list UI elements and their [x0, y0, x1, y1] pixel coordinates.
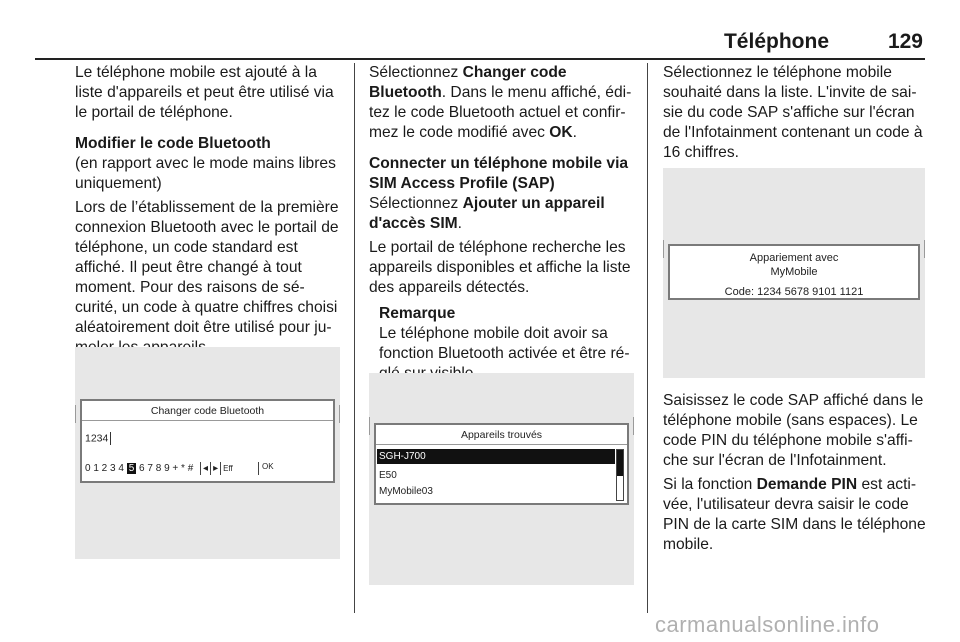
- figure-change-code: [75, 347, 340, 559]
- note-box: [379, 304, 635, 384]
- text: .: [572, 124, 578, 141]
- column-1: [75, 63, 340, 369]
- column-3-continued: [663, 391, 928, 566]
- infotainment-screen: [374, 423, 629, 505]
- figure-pairing-code: [663, 168, 925, 378]
- paragraph: [369, 194, 635, 234]
- text: . Dans le menu affiché, éditez le code Bluetooth actuel et confirmez le code modifié avec: [369, 84, 632, 141]
- scrollbar[interactable]: [616, 449, 624, 501]
- section-title: Téléphone: [723, 30, 829, 53]
- paragraph: Le portail de téléphone recherche les appareils disponibles et affiche la liste des appareils détectés.: [369, 239, 631, 296]
- column-3: [663, 63, 928, 174]
- column-2: [369, 63, 635, 395]
- pairing-device-name: MyMobile: [770, 266, 818, 278]
- paragraph: Saisissez le code SAP affiché dans le téléphone mobile (sans espaces). Le code PIN du téléphone mobile s'affiche sur l'écran de l'Infotainment.: [663, 392, 924, 469]
- paragraph: Le téléphone mobile est ajouté à la liste d'appareils et peut être utilisé via le portail de téléphone.: [75, 64, 334, 121]
- code-entry[interactable]: [82, 421, 333, 450]
- column-divider: [354, 63, 355, 613]
- frame-tick: [663, 240, 664, 258]
- code-entry-value: 1234: [85, 432, 109, 445]
- keypad-selected-key[interactable]: 5: [128, 463, 135, 475]
- move-right-icon[interactable]: ▸: [213, 463, 219, 475]
- keypad-keys: 0 1 2 3 4: [85, 463, 127, 475]
- keypad-separator: [210, 462, 211, 475]
- section-heading: Modifier le code Bluetooth: [75, 135, 271, 152]
- text: Sélectionnez: [369, 64, 463, 81]
- pairing-title: Appariement avec: [749, 252, 839, 264]
- keypad-separator: [220, 462, 221, 475]
- button-ref: OK: [549, 124, 573, 141]
- frame-tick: [633, 417, 634, 435]
- menu-item-ref: Demande PIN: [756, 476, 858, 493]
- column-divider: [647, 63, 648, 613]
- frame-tick: [369, 417, 370, 435]
- page-number: 129: [887, 30, 923, 53]
- menu-item-ref: Ajouter un appareil d'accès SIM: [369, 195, 605, 232]
- infotainment-screen: [668, 244, 920, 300]
- page-header: [35, 10, 925, 60]
- text-cursor: [110, 432, 111, 445]
- menu-item-ref: Changer code Bluetooth: [369, 64, 567, 101]
- keypad-separator: [200, 462, 201, 475]
- device-list-item[interactable]: E50: [379, 470, 397, 481]
- device-list-item[interactable]: MyMobile03: [379, 486, 433, 497]
- screen-title: Appareils trouvés: [376, 425, 627, 445]
- watermark: carmanualsonline.info: [655, 612, 880, 637]
- move-left-icon[interactable]: ◂: [203, 463, 209, 475]
- text: Sélectionnez: [369, 195, 463, 212]
- screen-title: Changer code Bluetooth: [82, 401, 333, 421]
- paragraph: Lors de l’établissement de la première connexion Bluetooth avec le portail de téléphone, un code standard est affiché. Il peut être changé à tout moment. Pour des raisons de sécurité, un code à quatre chiffres choisi aléatoirement doit être utilisé pour ju: [75, 199, 339, 336]
- paragraph: [369, 63, 635, 143]
- paragraph: (en rapport avec le mode mains libres uniquement): [75, 155, 336, 192]
- keypad-keys: 6 7 8 9 + * #: [136, 463, 194, 475]
- text: Si la fonction: [663, 476, 757, 493]
- ok-button[interactable]: OK: [262, 462, 274, 471]
- figure-found-devices: [369, 373, 634, 585]
- note-text: Le téléphone mobile doit avoir sa fonction Bluetooth activée et être ré: [379, 325, 630, 362]
- text: est activée, l'utilisateur devra saisir le code PIN de la carte SIM dans le téléphone mobile.: [663, 476, 926, 553]
- frame-tick: [339, 405, 340, 423]
- paragraph: Sélectionnez le téléphone mobile souhaité dans la liste. L'invite de saisie du code SAP s'affiche sur l'écran de l'Infotainment contenant un code à 16 chiffres.: [663, 64, 923, 161]
- delete-button[interactable]: Eff: [223, 464, 233, 474]
- keypad[interactable]: [82, 450, 333, 475]
- device-list-item-selected[interactable]: SGH-J700: [377, 449, 615, 464]
- frame-tick: [75, 405, 76, 423]
- section-heading: Connecter un téléphone mobile via SIM Access Profile (SAP): [369, 155, 629, 192]
- scrollbar-thumb[interactable]: [617, 450, 623, 476]
- infotainment-screen: [80, 399, 335, 483]
- text: .: [457, 215, 462, 232]
- frame-tick: [924, 240, 925, 258]
- note-title: Remarque: [379, 305, 456, 322]
- paragraph: [663, 475, 928, 555]
- pairing-code: Code: 1234 5678 9101 1121: [724, 286, 864, 298]
- keypad-separator: [258, 462, 259, 475]
